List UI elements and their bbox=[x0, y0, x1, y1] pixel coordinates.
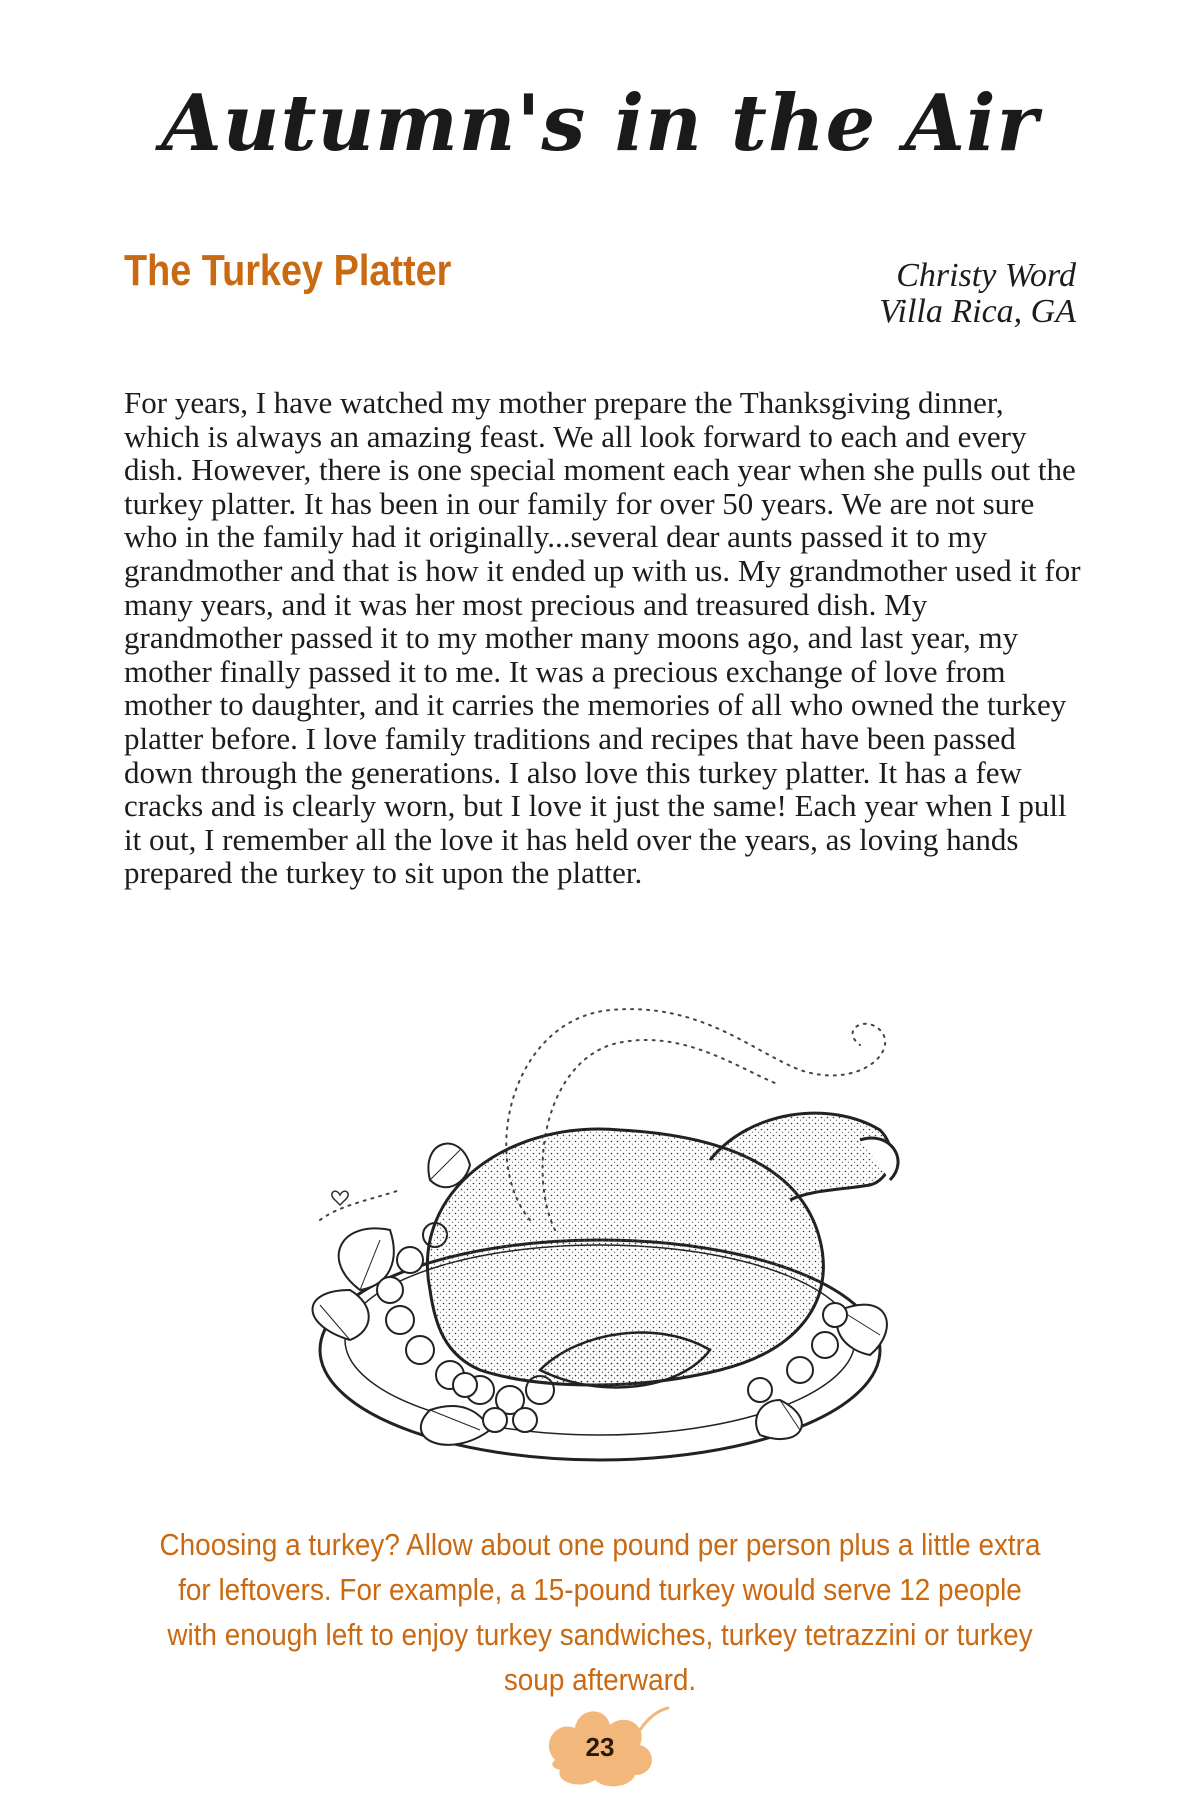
page-number: 23 bbox=[585, 1732, 615, 1762]
story-body: For years, I have watched my mother prepare the Thanksgiving dinner, which is always an amazing feast. We all look forward to each and every dish. However, there is one special moment each year when she pulls out the turkey platter. It has been in our family for over 50 years. We are not sure who in the family had it originally...several dear aunts passed it to my grandmother and that is how it ended up with us. My grandmother used it for many years, and it was her most precious and treasured dish. My grandmother passed it to my mother many moons ago, and last year, my mother finally passed it to me. It was a precious exchange of love from mother to daughter, and it carries the memories of all who owned the turkey platter before. I love family traditions and recipes that have been passed down through the generations. I also love this turkey platter. It has a few cracks and is clearly worn, but I love it just the same! Each year when I pull it out, I remember all the love it has held over the years, as loving hands prepared the turkey to sit upon the platter. bbox=[124, 385, 1081, 891]
author-name: Christy Word bbox=[896, 257, 1076, 294]
page-number-marker bbox=[540, 1700, 670, 1790]
turkey-platter-illustration bbox=[280, 990, 920, 1480]
section-title: Autumn's in the Air bbox=[161, 78, 1039, 169]
byline bbox=[879, 258, 1076, 330]
author-location: Villa Rica, GA bbox=[879, 293, 1076, 330]
story-title: The Turkey Platter bbox=[124, 246, 452, 295]
turkey-tip: Choosing a turkey? Allow about one pound per person plus a little extra for leftovers. For example, a 15-pound turkey would serve 12 people with enough left to enjoy turkey sandwiches, turkey tetrazzini or turkey soup afterward. bbox=[159, 1527, 1041, 1697]
